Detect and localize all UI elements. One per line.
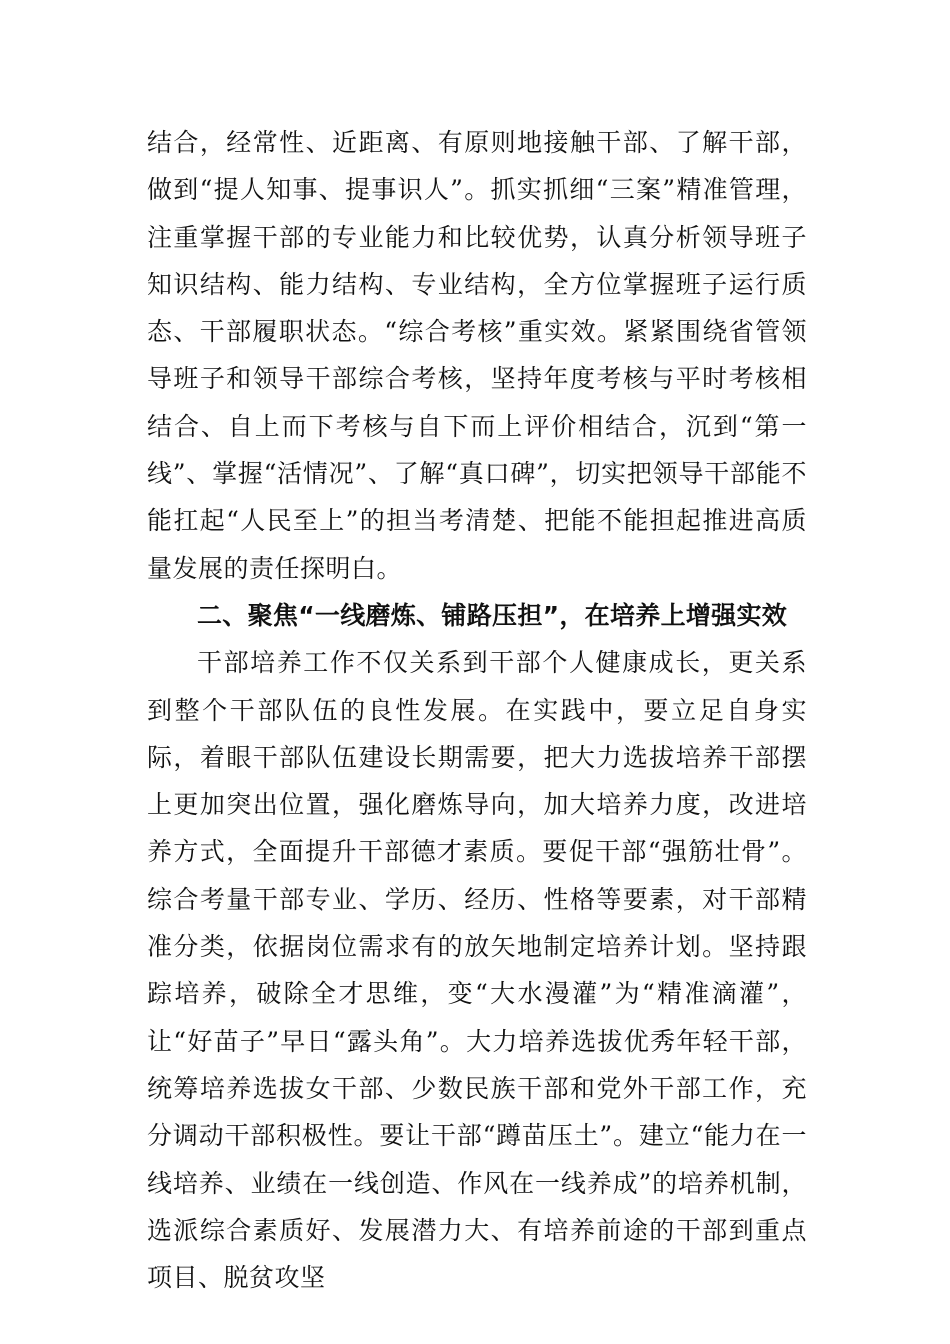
document-body bbox=[147, 119, 807, 1301]
body-paragraph: 干部培养工作不仅关系到干部个人健康成长，更关系到整个干部队伍的良性发展。在实践中，要立足自身实际，着眼干部队伍建设长期需要，把大力选拔培养干部摆上更加突出位置，强化磨炼导向，加大培养力度，改进培养方式，全面提升干部德才素质。要促干部“强筋壮骨”。综合考量干部专业、学历、经历、性格等要素，对干部精准分类，依据岗位需求有的放矢地制定培养计划。坚持跟踪培养，破除全才思维，变“大水漫灌”为“精准滴灌”，让“好苗子”早日“露头角”。大力培养选拔优秀年轻干部，统筹培养选拔女干部、少数民族干部和党外干部工作，充分调动干部积极性。要让干部“蹲苗压土”。建立“能力在一线培养、业绩在一线创造、作风在一线养成”的培养机制，选派综合素质好、发展潜力大、有培养前途的干部到重点项目、脱贫攻坚 bbox=[147, 648, 807, 1293]
section-heading: 二、聚焦“一线磨炼、铺路压担”，在培养上增强实效 bbox=[197, 600, 788, 630]
continued-paragraph: 结合，经常性、近距离、有原则地接触干部、了解干部，做到“提人知事、提事识人”。抓实抓细“三案”精准管理，注重掌握干部的专业能力和比较优势，认真分析领导班子知识结构、能力结构、专业结构，全方位掌握班子运行质态、干部履职状态。“综合考核”重实效。紧紧围绕省管领导班子和领导干部综合考核，坚持年度考核与平时考核相结合、自上而下考核与自下而上评价相结合，沉到“第一线”、掌握“活情况”、了解“真口碑”，切实把领导干部能不能扛起“人民至上”的担当考清楚、把能不能担起推进高质量发展的责任探明白。 bbox=[147, 128, 807, 583]
